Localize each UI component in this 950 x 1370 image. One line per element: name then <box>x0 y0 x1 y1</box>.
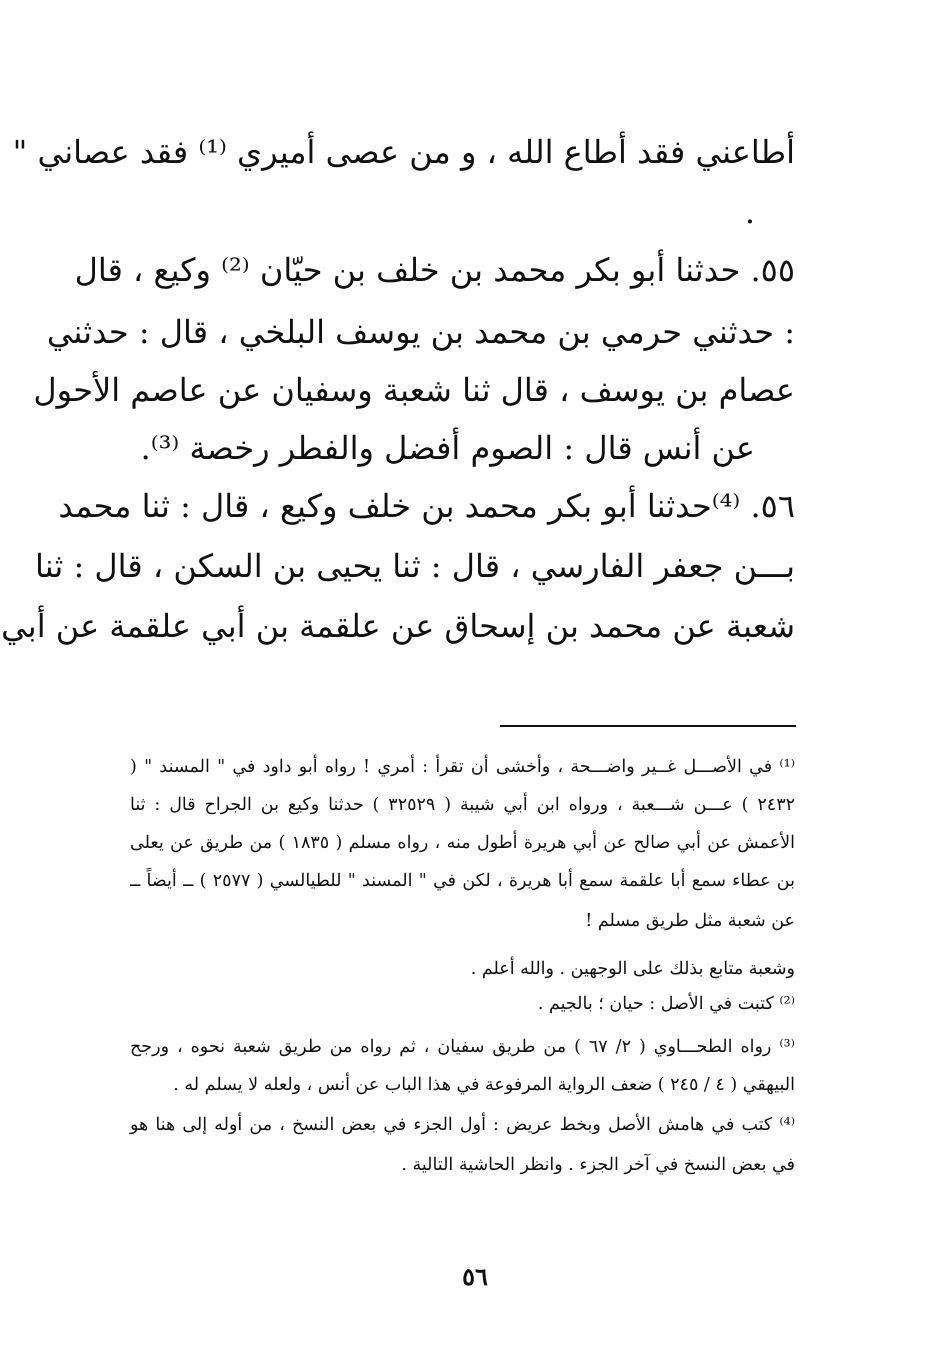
text-line: : حدثني حرمي بن محمد بن يوسف البلخي ، قال : حدثني <box>46 313 795 351</box>
text-line: عصام بن يوسف ، قال ثنا شعبة وسفيان عن عاصم الأحول <box>33 371 795 409</box>
page-number: ٥٦ <box>462 1262 488 1291</box>
footnote-line: ⁽⁴⁾ كتب في هامش الأصل وبخط عريض : أول الجزء في بعض النسخ ، من أوله إلى هنا هو <box>130 1115 795 1135</box>
text-line: . <box>744 193 755 231</box>
text-line: بـــن جعفر الفارسي ، قال : ثنا يحيى بن السكن ، قال : ثنا <box>34 547 795 585</box>
footnote-line: في بعض النسخ في آخر الجزء . وانظر الحاشية التالية . <box>401 1155 795 1175</box>
footnote-line: الأعمش عن أبي صالح عن أبي هريرة أطول منه ، رواه مسلم ( ١٨٣٥ ) من طريق عن يعلى <box>130 833 795 853</box>
footnote-line: بن عطاء سمع أبا علقمة سمع أبا هريرة ، لكن في " المسند " للطيالسي ( ٢٥٧٧ ) ــ أيضاً ــ <box>130 871 795 891</box>
footnote-line: البيهقي ( ٤ / ٢٤٥ ) ضعف الرواية المرفوعة في هذا الباب عن أنس ، ولعله لا يسلم له . <box>173 1075 795 1095</box>
footnote-line: ⁽¹⁾ في الأصـــل غــير واضـــحة ، وأخشى أن تقرأ : أمري ! رواه أبو داود في " المسند " ( <box>130 757 795 777</box>
footnote-line: ⁽²⁾ كتبت في الأصل : حيان ؛ بالجيم . <box>537 994 795 1014</box>
footnote-line: عن شعبة مثل طريق مسلم ! <box>585 911 795 931</box>
text-line: أطاعني فقد أطاع الله ، و من عصى أميري ⁽¹⁾ فقد عصاني " <box>12 133 795 171</box>
footnote-line: وشعبة متابع بذلك على الوجهين . والله أعلم . <box>470 959 795 979</box>
text-line: ٥٦. ⁽⁴⁾حدثنا أبو بكر محمد بن خلف وكيع ، قال : ثنا محمد <box>58 487 795 525</box>
footnote-line: ٢٤٣٢ ) عـــن شـــعبة ، ورواه ابن أبي شيبة ( ٣٢٥٢٩ ) حدثنا وكيع بن الجراح قال : ثنا <box>130 795 796 815</box>
footnote-line: ⁽³⁾ رواه الطحـــاوي ( ٢/ ٦٧ ) من طريق سفيان ، ثم رواه من طريق شعبة نحوه ، ورجح <box>130 1037 795 1057</box>
text-line: عن أنس قال : الصوم أفضل والفطر رخصة ⁽³⁾. <box>140 429 755 467</box>
text-line: ٥٥. حدثنا أبو بكر محمد بن خلف بن حيّان ⁽²⁾ وكيع ، قال <box>74 251 795 289</box>
text-line: شعبة عن محمد بن إسحاق عن علقمة بن أبي علقمة عن أبي <box>1 607 795 645</box>
footnote-divider <box>500 725 796 727</box>
